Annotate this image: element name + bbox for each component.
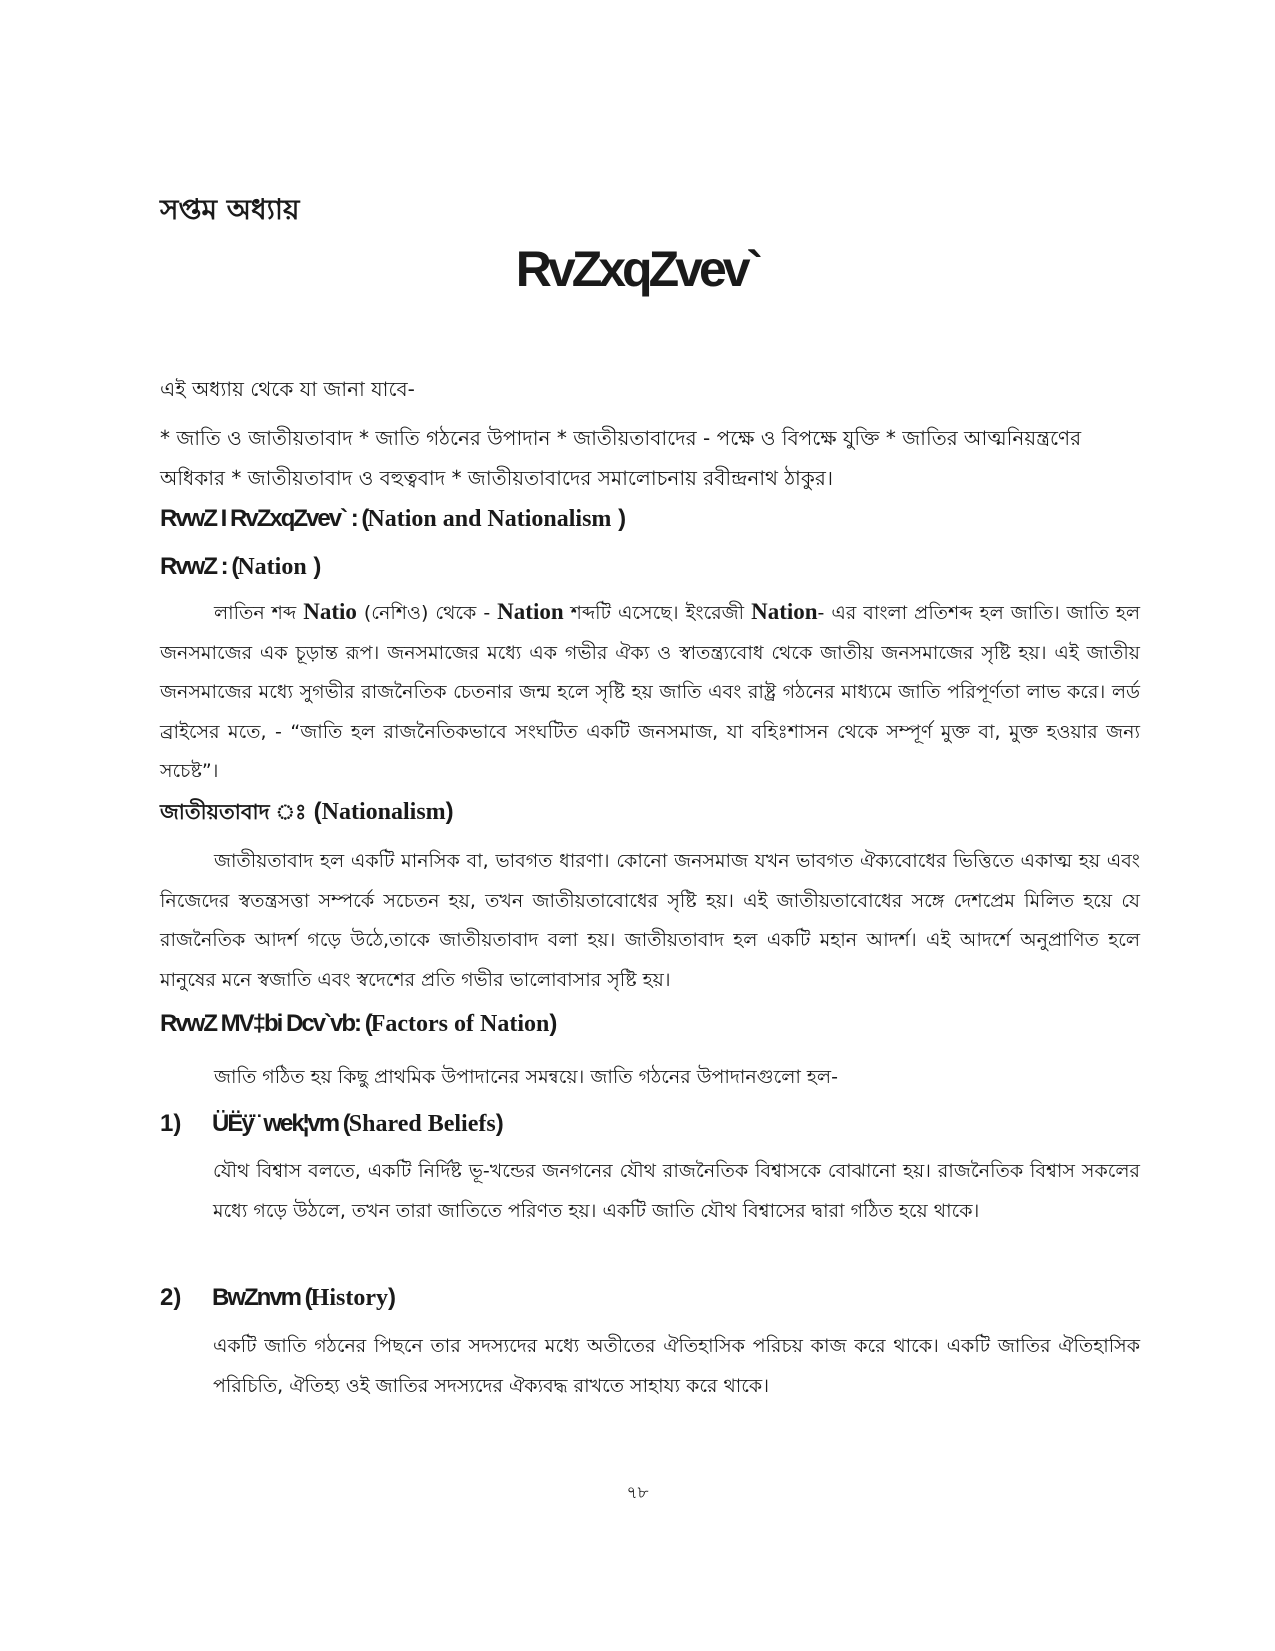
heading-close: ) <box>306 553 322 580</box>
section-heading-factors-of-nation <box>160 1010 1140 1038</box>
heading-close: ) <box>549 1010 558 1037</box>
heading-close: ) <box>611 505 627 532</box>
heading-code-text: RvwZ : ( <box>160 553 238 580</box>
factor-close: ) <box>495 1110 504 1137</box>
para-text: (নেশিও) থেকে - <box>356 602 498 624</box>
term-nation: Nation <box>751 599 818 624</box>
para-text: - এর বাংলা প্রতিশব্দ হল জাতি। জাতি হল জনসমাজের এক চূড়ান্ত রূপ। জনসমাজের মধ্যে এক গভীর ঐক্য ও স্বাতন্ত্র্যবোধ থেকে জাতীয় জনসমাজের সৃষ্টি হয়। এই জাতীয় জনসমাজের মধ্যে সুগভীর রাজনৈতিক চেতনার জন্ম হলে সৃষ্টি হয় জাতি এবং রাষ্ট্র গঠনের মাধ্যমে জাতি পরিপূর্ণতা লাভ করে। লর্ড ব্রাইসের মতে, - “জাতি হল রাজনৈতিকভাবে সংঘটিত একটি জনসমাজ, যা বহিঃশাসন থেকে সম্পূর্ণ মুক্ত বা, মুক্ত হওয়ার জন্য সচেষ্ট”। <box>160 602 1140 782</box>
term-natio: Natio <box>303 599 357 624</box>
paragraph-factors-intro: জাতি গঠিত হয় কিছু প্রাথমিক উপাদানের সমন্বয়ে। জাতি গঠনের উপাদানগুলো হল- <box>214 1066 838 1088</box>
heading-open: ( <box>313 798 322 825</box>
heading-close: ) <box>445 798 454 825</box>
section-heading-nationalism <box>160 796 1140 831</box>
factor-english-text: History <box>310 1285 388 1311</box>
factor-code-text: ÜËÿ¨ wek¦vm ( <box>212 1110 349 1137</box>
chapter-title: RvZxqZvev` <box>515 241 760 297</box>
paragraph-shared-beliefs: যৌথ বিশ্বাস বলতে, একটি নির্দিষ্ট ভূ-খন্ডের জনগনের যৌথ রাজনৈতিক বিশ্বাসকে বোঝানো হয়। রাজনৈতিক বিশ্বাস সকলের মধ্যে গড়ে উঠলে, তখন তারা জাতিতে পরিণত হয়। একটি জাতি যৌথ বিশ্বাসের দ্বারা গঠিত হয়ে থাকে। <box>213 1160 1140 1222</box>
heading-code-text: RvwZ MV‡bi Dcv`vb: ( <box>160 1010 371 1037</box>
heading-code-text: RvwZ I RvZxqZvev` : ( <box>160 505 368 532</box>
section-heading-nation-and-nationalism <box>160 505 1140 533</box>
paragraph-nation <box>160 592 1140 792</box>
factor-english-text: Shared Beliefs <box>348 1111 496 1137</box>
heading-english-text: Factors of Nation <box>370 1011 550 1037</box>
intro-label: এই অধ্যায় থেকে যা জানা যাবে- <box>160 377 415 401</box>
factor-close: ) <box>388 1284 396 1311</box>
section-heading-nation <box>160 553 1140 581</box>
heading-english-text: Nation and Nationalism <box>367 506 612 532</box>
factor-heading-shared-beliefs <box>160 1110 504 1138</box>
factor-heading-history <box>160 1284 396 1312</box>
heading-english-text: Nation <box>237 554 307 580</box>
term-nation: Nation <box>497 599 564 624</box>
paragraph-history: একটি জাতি গঠনের পিছনে তার সদস্যদের মধ্যে অতীতের ঐতিহাসিক পরিচয় কাজ করে থাকে। একটি জাতির ঐতিহাসিক পরিচিতি, ঐতিহ্য ওই জাতির সদস্যদের ঐক্যবদ্ধ রাখতে সাহায্য করে থাকে। <box>213 1335 1140 1397</box>
heading-bangla-text: জাতীয়তাবাদ ঃ <box>160 800 314 824</box>
chapter-label: সপ্তম অধ্যায় <box>160 193 300 226</box>
factor-code-text: BwZnvm ( <box>212 1284 311 1311</box>
heading-english-text: Nationalism <box>321 799 446 825</box>
factor-number: 2) <box>160 1284 182 1311</box>
paragraph-nationalism: জাতীয়তাবাদ হল একটি মানসিক বা, ভাবগত ধারণা। কোনো জনসমাজ যখন ভাবগত ঐক্যবোধের ভিত্তিতে একাত্ম হয় এবং নিজেদের স্বতন্ত্রসত্তা সম্পর্কে সচেতন হয়, তখন জাতীয়তাবোধের সৃষ্টি হয়। এই জাতীয়তাবোধের সঙ্গে দেশপ্রেম মিলিত হয়ে যে রাজনৈতিক আদর্শ গড়ে উঠে,তাকে জাতীয়তাবাদ বলা হয়। জাতীয়তাবাদ হল একটি মহান আদর্শ। এই আদর্শে অনুপ্রাণিত হলে মানুষের মনে স্বজাতি এবং স্বদেশের প্রতি গভীর ভালোবাসার সৃষ্টি হয়। <box>160 850 1140 991</box>
page-number: ৭৮ <box>626 1483 649 1503</box>
para-text: লাতিন শব্দ <box>214 602 304 624</box>
factor-number: 1) <box>160 1110 182 1137</box>
intro-topics: * জাতি ও জাতীয়তাবাদ * জাতি গঠনের উপাদান * জাতীয়তাবাদের - পক্ষে ও বিপক্ষে যুক্তি * জাতির আত্মনিয়ন্ত্রণের অধিকার * জাতীয়তাবাদ ও বহুত্ববাদ * জাতীয়তাবাদের সমালোচনায় রবীন্দ্রনাথ ঠাকুর। <box>160 426 1082 490</box>
para-text: শব্দটি এসেছে। ইংরেজী <box>563 602 752 624</box>
